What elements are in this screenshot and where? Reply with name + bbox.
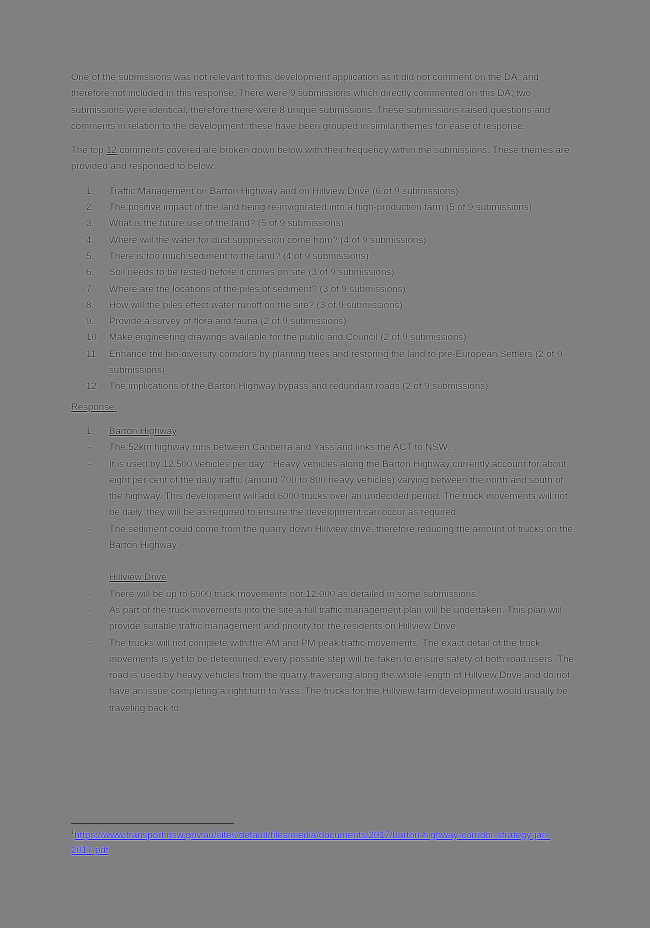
response-heading: Response: bbox=[71, 401, 117, 413]
bullet-item: - It is used by 12,500 vehicles per day$^1$. Heavy vehicles along the Barton Highway currently account for about eight per cent of the daily traffic (around 700 to 800 heavy vehicles) varying between the north and south of the highway. This development will add 6000 trucks over an undecided period. The truck movements will not be daily, they will be as required to ensure the development can occur as required. bbox=[88, 458, 568, 519]
theme-item: 1. Traffic Management on Barton Highway and on Hillview Drive (6 of 9 submissions) bbox=[86, 185, 459, 197]
themes-intro-text-end: comments covered are broken down below with their frequency within the submissions. These themes are provided and responded to below. bbox=[71, 145, 570, 173]
intro-paragraph: One of the submissions was not relevant to this development application as it did not comment on the DA, and therefore not included in this response. There were 9 submissions which directly commented on this DA, two submissions were identical, therefore there were 8 unique submissions. These submissions raised questions and comments in relation to the development; these have been grouped in similar themes for ease of response. bbox=[71, 72, 551, 132]
theme-item: 12. The implications of the Barton Highway bypass and redundant roads (2 of 9 submissions) bbox=[86, 381, 489, 393]
footnote-separator bbox=[71, 823, 234, 824]
theme-item: 3. What is the future use of the land? (5 of 9 submissions) bbox=[86, 218, 344, 230]
bullet-item: - The 52km highway runs between Canberra and Yass and links the ACT to NSW. bbox=[88, 442, 450, 454]
bullet-item: - The sediment could come from the quarry down Hillview drive, therefore reducing the amount of trucks on the Barton Highway. bbox=[88, 523, 573, 552]
section-barton-highway-heading: 1. Barton Highway bbox=[86, 425, 177, 437]
footnote-reference[interactable]: 1 bbox=[264, 458, 268, 465]
theme-item: 6. Soil needs to be tested before it comes on site (3 of 9 submissions) bbox=[86, 267, 395, 279]
themes-intro-text: The top bbox=[71, 145, 107, 157]
themes-intro-paragraph bbox=[71, 143, 579, 176]
themes-list bbox=[71, 184, 579, 396]
theme-item: 8. How will the piles effect water runoff on the site? (3 of 9 submissions) bbox=[86, 299, 403, 311]
theme-item: 9. Provide a survey of flora and fauna (2 of 9 submissions) bbox=[86, 316, 347, 328]
theme-item: 5. There is too much sediment to the land? (4 of 9 submissions) bbox=[86, 250, 369, 262]
theme-item: 2. The positive impact of the land being re-invigorated into a high-production farm (5 of 9 submissions) bbox=[86, 202, 532, 214]
bullet-item: - The trucks will not complete with the AM and PM peak traffic movements. The exact detail of the truck movements is yet to be determined, every possible step will be taken to ensure safety of both road users. The road is used by heavy vehicles from the quarry traversing along the whole length of Hillview Drive and do not have an issue completing a right turn to Yass. The trucks for the Hillview farm development would usually be traveling back to bbox=[88, 637, 574, 714]
footnote-marker: 1 bbox=[71, 829, 75, 836]
theme-item: 10. Make engineering drawings available for the public and Council (2 of 9 submissions) bbox=[86, 332, 467, 344]
footnote-link[interactable]: https://www.transport.nsw.gov.au/sites/default/files/media/documents/2017/barton-highway-corridor-strategy-jan-2017.pdf bbox=[71, 830, 551, 856]
document-page bbox=[71, 70, 579, 717]
section-hillview-drive-heading: Hillview Drive bbox=[109, 572, 167, 584]
themes-count: 12 bbox=[106, 145, 117, 157]
barton-highway-bullets bbox=[71, 440, 579, 554]
theme-item: 7. Where are the locations of the piles of sediment? (3 of 9 submissions) bbox=[86, 283, 406, 295]
hillview-drive-bullets bbox=[71, 587, 579, 717]
footnote bbox=[71, 828, 571, 858]
theme-item: 4. Where will the water for dust suppression come from? (4 of 9 submissions) bbox=[86, 234, 427, 246]
bullet-item: - As part of the truck movements into the site a full traffic management plan will be undertaken. This plan will provide suitable traffic management and priority for the residents on Hillview Drive. bbox=[88, 604, 562, 633]
bullet-item: - There will be up to 6000 truck movements not 12,000 as detailed in some submissions. bbox=[88, 588, 479, 600]
theme-item: 11. Enhance the bio-diversity corridors by planting trees and restoring the land to pre-European Settlers (2 of 9 submissions) bbox=[86, 348, 563, 377]
